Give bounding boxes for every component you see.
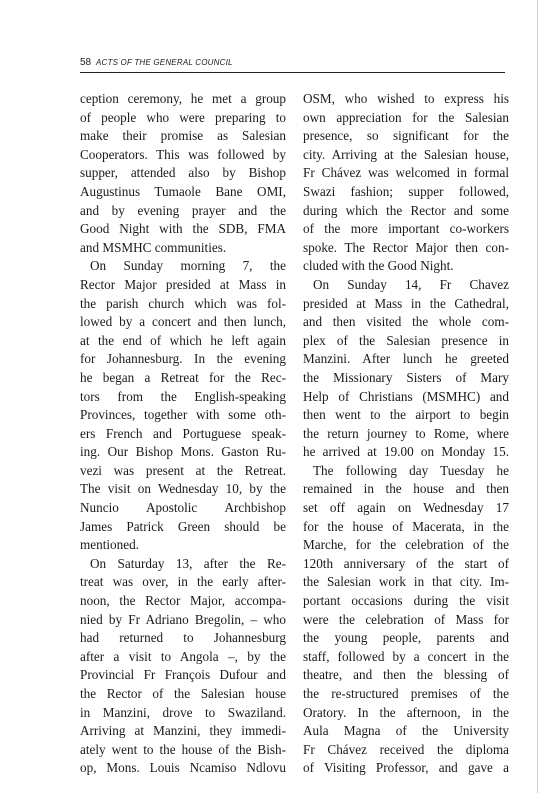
- text-line: and then visited the whole com-: [303, 314, 509, 330]
- text-line: make their promise as Salesian: [80, 128, 286, 144]
- text-line: cluded with the Good Night.: [303, 258, 454, 274]
- text-line: OSM, who wished to express his: [303, 91, 509, 106]
- text-line: set off again on Wednesday 17: [303, 500, 509, 516]
- text-line: after a visit to Angola –, by the: [80, 648, 286, 664]
- text-line: during which the Rector and some: [303, 202, 509, 218]
- text-line: the Rector of the Salesian house: [80, 686, 286, 701]
- text-line: vezi was present at the Retreat.: [80, 462, 286, 478]
- text-line: mentioned.: [80, 537, 139, 553]
- text-line: op, Mons. Louis Ncamiso Ndlovu: [80, 760, 286, 776]
- text-line: own appreciation for the Salesian: [303, 109, 509, 125]
- text-line: the return journey to Rome, where: [303, 425, 509, 441]
- text-line: ing. Our Bishop Mons. Gaston Ru-: [80, 444, 286, 460]
- text-line: Nuncio Apostolic Archbishop: [80, 500, 286, 516]
- text-line: of Visiting Professor, and gave a: [303, 760, 509, 776]
- page-number: 58: [80, 57, 92, 68]
- text-line: in Manzini, drove to Swaziland.: [80, 704, 286, 720]
- text-line: Fr Chávez received the diploma: [303, 741, 509, 757]
- text-line: Provincial Fr François Dufour and: [80, 667, 286, 683]
- text-line: he arrived at 19.00 on Monday 15.: [303, 444, 509, 460]
- text-line: of people who were preparing to: [80, 109, 286, 125]
- text-line: for the house of Macerata, in the: [303, 518, 509, 534]
- text-line: the Salesian work in that city. Im-: [303, 574, 509, 590]
- text-line: then went to the airport to begin: [303, 407, 509, 423]
- running-head-title: ACTS OF THE GENERAL COUNCIL: [96, 58, 233, 67]
- text-line: presence, so significant for the: [303, 128, 509, 144]
- text-line: supper, attended also by Bishop: [80, 165, 286, 181]
- text-line: he began a Retreat for the Rec-: [80, 369, 286, 385]
- text-line: Augustinus Tumaole Bane OMI,: [80, 183, 286, 199]
- text-line: treat was over, in the early after-: [80, 574, 286, 590]
- text-line: for Johannesburg. In the evening: [80, 351, 286, 367]
- text-line: staff, followed by a concert in the: [303, 648, 509, 664]
- page-edge-line: [537, 0, 538, 793]
- text-line: Rector Major presided at Mass in: [80, 276, 286, 292]
- text-line: On Saturday 13, after the Re-: [90, 555, 286, 571]
- text-line: spoke. The Rector Major then con-: [303, 239, 509, 255]
- text-line: portant occasions during the visit: [303, 593, 509, 609]
- text-line: had returned to Johannesburg: [80, 630, 286, 646]
- text-line: and by evening prayer and the: [80, 202, 286, 218]
- text-line: the young people, parents and: [303, 630, 509, 646]
- text-line: the re-structured premises of the: [303, 686, 509, 701]
- text-line: the Missionary Sisters of Mary: [303, 369, 509, 385]
- right-text-column: [303, 90, 509, 778]
- text-line: Manzini. After lunch he greeted: [303, 351, 509, 367]
- running-header: [80, 52, 505, 73]
- text-line: On Sunday morning 7, the: [90, 258, 286, 274]
- text-line: Marche, for the celebration of the: [303, 537, 509, 553]
- text-line: On Sunday 14, Fr Chavez: [313, 276, 509, 292]
- text-line: nied by Fr Adriano Bregolin, – who: [80, 611, 286, 627]
- text-line: Cooperators. This was followed by: [80, 146, 286, 162]
- text-line: Swazi fashion; supper followed,: [303, 183, 509, 199]
- text-line: Oratory. In the afternoon, in the: [303, 704, 509, 720]
- text-line: presided at Mass in the Cathedral,: [303, 295, 509, 311]
- text-line: Help of Christians (MSMHC) and: [303, 388, 509, 404]
- text-line: The following day Tuesday he: [313, 462, 509, 478]
- text-line: Aula Magna of the University: [303, 723, 509, 739]
- text-line: Good Night with the SDB, FMA: [80, 221, 286, 237]
- text-line: were the celebration of Mass for: [303, 611, 509, 627]
- text-line: the parish church which was fol-: [80, 295, 286, 311]
- text-line: noon, the Rector Major, accompa-: [80, 593, 286, 609]
- text-line: theatre, and then the blessing of: [303, 667, 509, 683]
- text-line: 120th anniversary of the start of: [303, 555, 509, 571]
- text-line: and MSMHC communities.: [80, 239, 227, 255]
- text-line: tors from the English-speaking: [80, 388, 286, 404]
- text-line: of the more important co-workers: [303, 221, 509, 237]
- text-line: city. Arriving at the Salesian house,: [303, 146, 509, 162]
- text-line: ception ceremony, he met a group: [80, 91, 286, 106]
- text-line: plex of the Salesian presence in: [303, 332, 509, 348]
- text-line: James Patrick Green should be: [80, 518, 286, 534]
- left-text-column: [80, 90, 286, 778]
- text-line: lowed by a concert and then lunch,: [80, 314, 286, 330]
- text-line: Arriving at Manzini, they immedi-: [80, 723, 286, 739]
- text-line: ately went to the house of the Bish-: [80, 741, 286, 757]
- text-line: The visit on Wednesday 10, by the: [80, 481, 286, 497]
- text-line: ers French and Portuguese speak-: [80, 425, 286, 441]
- text-line: at the end of which he left again: [80, 332, 286, 348]
- text-line: Fr Chávez was welcomed in formal: [303, 165, 509, 181]
- text-line: Provinces, together with some oth-: [80, 407, 286, 423]
- text-line: remained in the house and then: [303, 481, 509, 497]
